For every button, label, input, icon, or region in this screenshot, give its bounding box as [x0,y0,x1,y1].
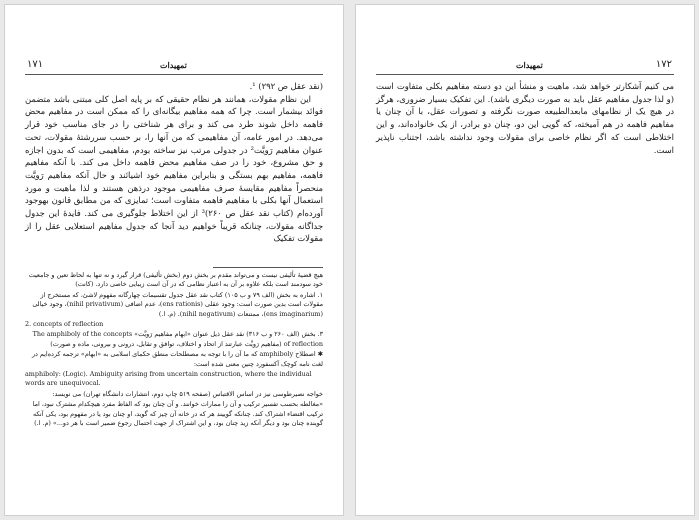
header-rule [25,74,323,75]
running-head: تمهیدات [516,60,543,70]
footnote: هیچ قضیهٔ تألیفی نیست و می‌تواند مقدم بر بخش دوم (بخش تألیفی) قرار گیرد و نه تنها به لحاظ تعین و جامعیت خود سودمند است بلکه علاوه بر آن به اعتبار نظامی که در آن است زیبایی خاصی دارد. (کانت) [28,271,323,289]
footnote: ۱. اشاره به بخش (الف ۷۹ و ب ۱۰۵) کتاب نقد عقل جدول تقسیمات چهارگانه مفهوم لاشئ، که مستخرج از مقولات است بدین صورت است: وجود عقلی (ens rationis)، عدم اضافی (nihil privativum)، وجود خیالی (ens imaginarium)، ممتنعات (nihil negativum). (م. ا.) [32,290,323,318]
body-paragraph: (نقد عقل ص ۲۹۲) ¹. [249,81,323,91]
footnote: ✱ اصطلاح amphiboly که ما آن را با توجه به مصطلحات منطق حکمای اسلامی به «ابهام» ترجمه کرده‌ایم در لغت نامه کوچک آکسفورد چنین معنی شده است: [31,350,323,368]
main-text [25,80,323,245]
footnotes [25,271,323,430]
page-number: ۱۷۲ [655,59,672,70]
footnote: «مغالطه بحسب تفسیر ترکیب و آن را ممارات خوانند. و آن چنان بود که الفاظ مفرد هیچکدام مشترک نبود، اما ترکیب اقتضاء اشتراک کند. چنانکه گوییند هر که در خانه آن چیز که گوید، او چنان بود یا در مفهوم بود، یکی آنکه گوینده چنان بود و دیگر آنکه زید چنان بود، و این اشتراک از جهت احتمال رجوع ضمیر است با هر دو...» (م. ا.) [32,400,323,428]
footnote: amphiboly: (Logic). Ambiguity arising from uncertain construction, where the individual words are unequivocal. [25,370,312,388]
footnote: 2. concepts of reflection [25,320,104,329]
body-paragraph: می کنیم آشکارتر خواهد شد، ماهیت و منشأ این دو دسته مفاهیم بکلی متفاوت است (و لذا جدول مفاهیم عقل باید به صورت دیگری باشد). این تفکیک بسیار ضروری، هرگز در هیچ یک از نظامهای مابعدالطبیعه صورت نگرفته و تصورات عقل، با آن چنان یا مفاهیم فاهمه در هم آمیخته، که گویی این دو، چنان دو برادر، از یک خانواده‌اند، و این اختلاطی است که اگر نظام خاصی برای مقولات وجود نداشته باشد، اجتناب ناپذیر است. [376,81,674,155]
body-paragraph: این نظام مقولات، همانند هر نظام حقیقی که بر پایه اصل کلی مبتنی باشد متضمن فوائد بیشمار است. چرا که همه مفاهیم بیگانه‌ای را که ممکن است در مفاهیم محض فاهمه داخل شوند طرد می کند و برای هر شناختی را در جای مناسب خود قرار می‌دهد. در امور عامه، آن مفاهیمی که من آنها را، بر حسب سررشتهٔ مقولات، تحت عنوان مفاهیم رَویَّت² در جدولی مرتب نیز ساخته بودم، مفاهیمی است که بدون اجازه و حق مشروع، خود را در صف مفاهیم محض فاهمه داخل می کند. با آنکه مفاهیم فاهمه، مفاهیم بهم بستگی و بنابراین مفاهیم خود اشیائند و حال آنکه مفاهیم رَویَّت منحصراً مفاهیم مقایسهٔ صرف مفاهیمی موجود درذهن هستند و لذا ماهیت و مورد استعمال آنها بکلی با مفاهیم فاهمه متفاوت است؛ تمایزی که من مطابق قانون بهوجود آورده‌ام (کتاب نقد عقل ص ۲۶۰)³ از این اختلاط جلوگیری می کند. فایدهٔ این جدول جداگانه مقولات، چنانکه قریباً خواهیم دید آنجا که جدول مفاهیم استعلایی عقل را از مقولات تفکیک [25,93,323,244]
left-page [5,5,343,515]
footnote: خواجه نصیرطوسی نیز در اساس الاقتباس (صفحه ۵۱۹ چاپ دوم، انتشارات دانشگاه تهران) می نویسد: [52,389,323,398]
footnote-separator [213,267,323,268]
main-text [376,80,674,156]
footnote: ۳. بخش (الف ۲۶۰ و ب ۳۱۶) نقد عقل ذیل عنوان «ابهام مفاهیم رَویَّت» The amphiboly of the concepts of reflection (مفاهیم رَویَّت عبارتند از اتحاد و اختلاف، توافق و تقابل، درونی و بیرونی، ماده و صورت) [32,330,323,348]
header-rule [376,74,674,75]
running-head: تمهیدات [160,60,187,70]
right-page [356,5,694,515]
page-number: ۱۷۱ [27,59,44,70]
